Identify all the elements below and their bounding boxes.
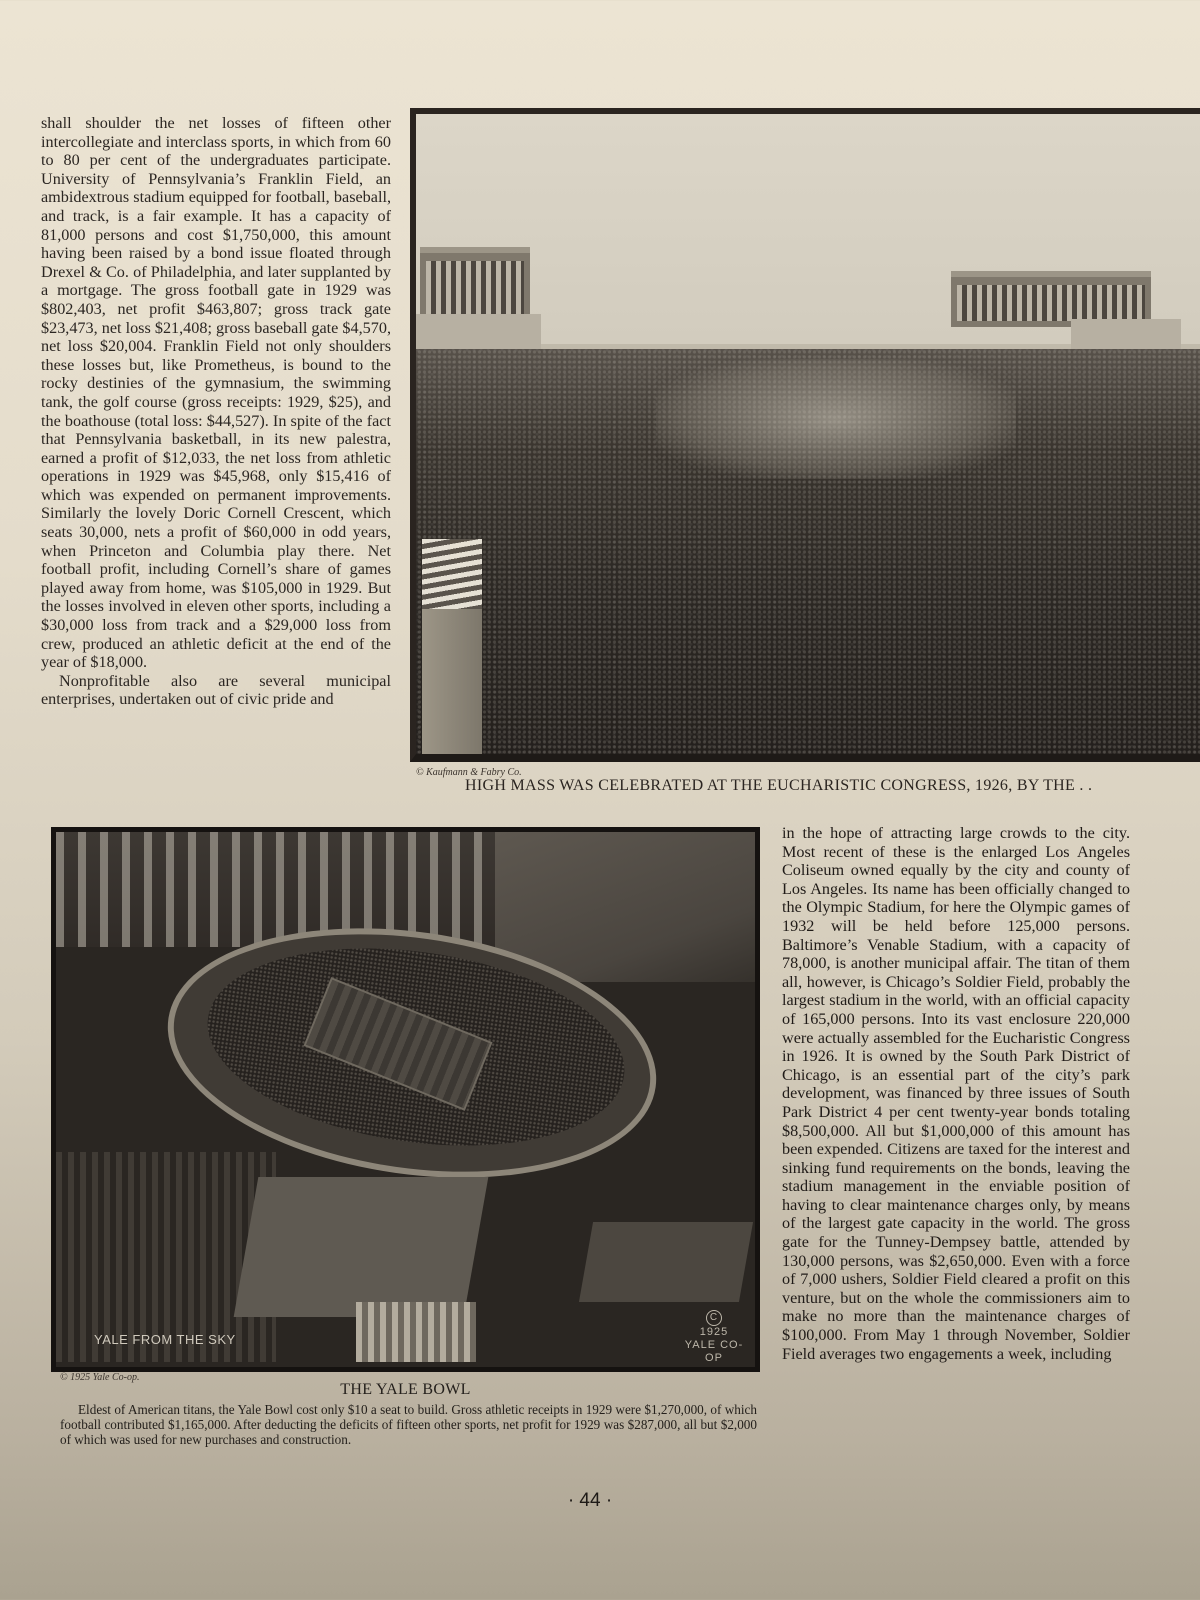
copyright-icon: C [706,1310,722,1326]
eucharistic-congress-photo [410,108,1200,762]
left-colonnade [420,247,530,323]
photo-caption: HIGH MASS WAS CELEBRATED AT THE EUCHARISTIC CONGRESS, 1926, BY THE . . [465,777,1093,794]
building [356,1302,476,1362]
photo-overlay-label: YALE FROM THE SKY [94,1332,236,1347]
houses [56,832,516,947]
right-colonnade-base [1071,319,1181,349]
copyright-owner: YALE CO-OP [684,1339,744,1364]
american-flag [422,539,482,762]
photo-caption-title: THE YALE BOWL [340,1381,471,1398]
practice-field [579,1222,753,1302]
yale-bowl-photo [51,827,760,1372]
photo-credit: © Kaufmann & Fabry Co. [416,767,522,778]
left-colonnade-base [416,314,541,354]
right-text-column [782,824,1130,1363]
paragraph: in the hope of attracting large crowds to the city. Most recent of these is the enlarged Los Angeles Coliseum owned equally by the city and county of Los Angeles. Its name has been officially changed to the Olympic Stadium, for here the Olympic games of 1932 will be held before 125,000 persons. Baltimore’s Venable Stadium, with a capacity of 78,000, is another municipal affair. The titan of them all, however, is Chicago’s Soldier Field, probably the largest stadium in the world, with an official capacity of 165,000 persons. Into its vast enclosure 220,000 were actually assembled for the Eucharistic Congress in 1926. It is owned by the South Park District of Chicago, is an essential part of the city’s park development, was financed by three issues of South Park District 4 per cent twenty-year bonds totaling $8,500,000. All but $1,000,000 of this amount has been expended. Citizens are taxed for the interest and sinking fund requirements on the bonds, leaving the stadium management in the enviable position of having to clear maintenance charges only, by means of the largest gate capacity in the world. The gross gate for the Tunney-Dempsey battle, attended by 130,000 persons, was $2,650,000. Even with a force of 7,000 ushers, Soldier Field cleared a profit on this venture, but on the whole the commissioners aim to make no more than the maintenance charges of $100,000. From May 1 through November, Soldier Field averages two engagements a week, including [782,824,1130,1363]
paragraph: Nonprofitable also are several municipal enterprises, undertaken out of civic pride and [41,671,391,709]
practice-field [234,1177,489,1317]
copyright-year: 1925 [699,1326,729,1338]
photo-overlay-copyright [679,1310,749,1365]
copyright-icon: © [60,1372,68,1383]
page-number: · 44 · [567,1490,613,1511]
photo-caption-text: Eldest of American titans, the Yale Bowl cost only $10 a seat to build. Gross athletic receipts in 1929 were $1,270,000, of which football contributed $1,165,000. After deducting the deficits of fifteen other sports, net profit for 1929 was $287,000, all but $2,000 of which was used for new purchases and construction. [60,1402,757,1447]
photo-credit-text: 1925 Yale Co-op. [70,1372,140,1383]
field-area [656,359,1016,479]
paragraph: shall shoulder the net losses of fifteen other intercollegiate and interclass sports, in which from 60 to 80 per cent of the undergraduates participate. University of Pennsylvania’s Franklin Field, an ambidextrous stadium equipped for football, baseball, and track, is a fair example. It has a capacity of 81,000 persons and cost $1,750,000, this amount having been raised by a bond issue floated through Drexel & Co. of Philadelphia, and later supplanted by a mortgage. The gross football gate in 1929 was $802,403, net profit $463,807; gross track gate $23,473, net loss $21,408; gross baseball gate $4,570, net loss $20,004. Franklin Field not only shoulders these losses but, like Prometheus, is bound to the rocky destinies of the gymnasium, the swimming tank, the golf course (gross receipts: 1929, $25), and the boathouse (total loss: $44,527). In spite of the fact that Pennsylvania basketball, in its new palestra, earned a profit of $12,033, the net loss from athletic operations in 1929 was $45,968, only $15,416 of which was expended on permanent improvements. Similarly the lovely Doric Cornell Crescent, which seats 30,000, nets a profit of $60,000 in odd years, when Princeton and Columbia play there. Net football profit, including Cornell’s share of games played away from home, was $105,000 in 1929. But the losses involved in eleven other sports, including a $30,000 loss from track and a $29,000 loss from crew, produced an athletic deficit at the end of the year of $18,000. [41,114,391,672]
parking-lots [56,1152,276,1362]
left-text-column [41,114,391,709]
